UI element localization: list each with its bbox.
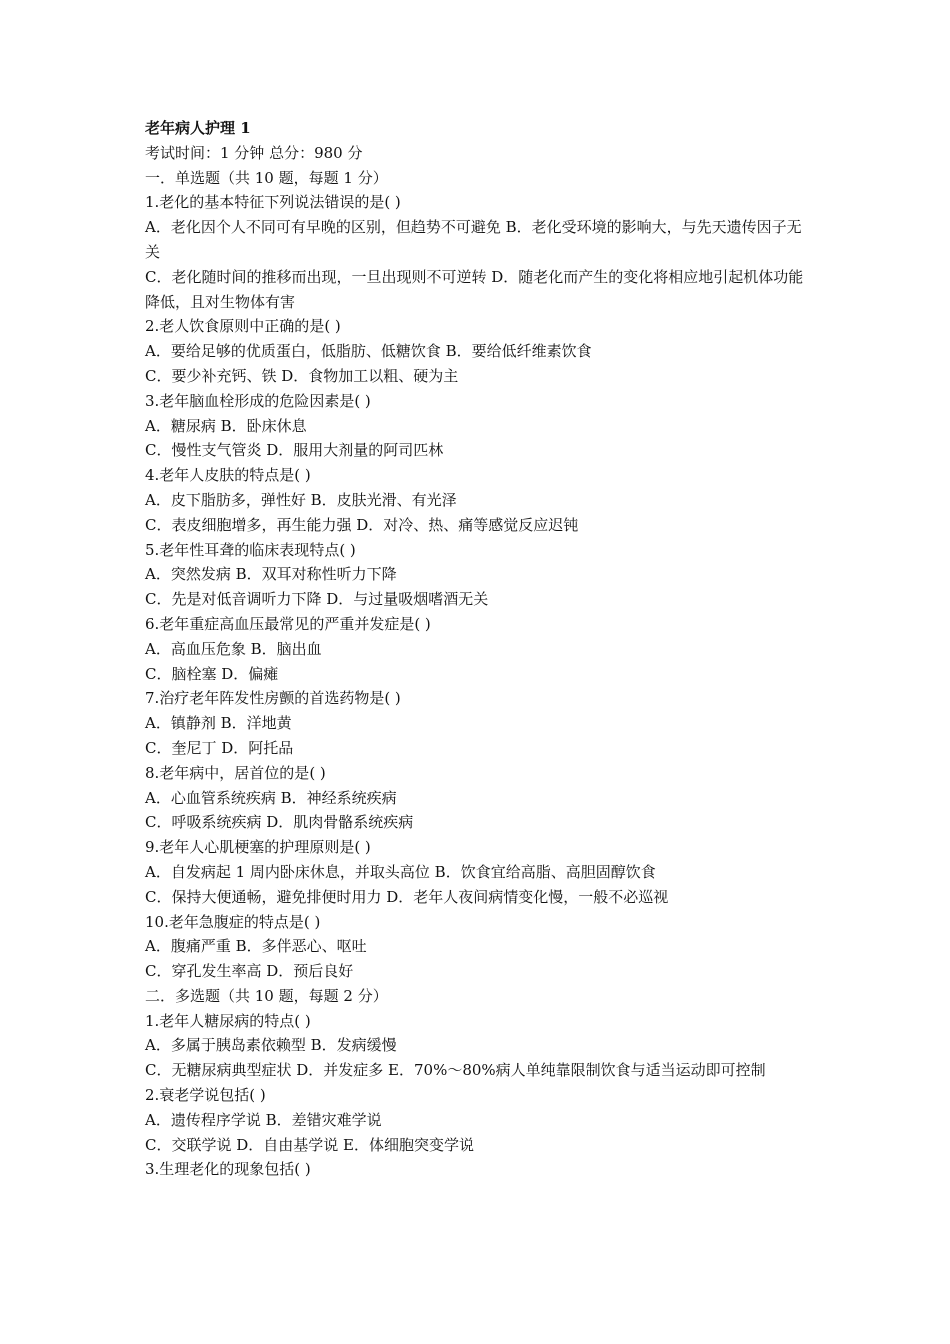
answer-options: A．糖尿病 B．卧床休息: [145, 416, 307, 435]
question-item: [145, 538, 813, 612]
question-stem: 1.老化的基本特征下列说法错误的是( ): [145, 193, 401, 212]
answer-options: A．遗传程序学说 B．差错灾难学说: [145, 1110, 382, 1129]
question-stem: 10.老年急腹症的特点是( ): [145, 912, 321, 931]
answer-options: A．心血管系统疾病 B．神经系统疾病: [145, 788, 397, 807]
answer-options: A．多属于胰岛素依赖型 B．发病缓慢: [145, 1036, 397, 1055]
question-item: [145, 190, 813, 314]
answer-options: C．表皮细胞增多，再生能力强 D．对冷、热、痛等感觉反应迟钝: [145, 515, 579, 534]
answer-options: A．腹痛严重 B．多伴恶心、呕吐: [145, 937, 367, 956]
question-item: [145, 463, 813, 537]
answer-options: C．交联学说 D．自由基学说 E．体细胞突变学说: [145, 1135, 474, 1154]
question-item: [145, 314, 813, 388]
answer-options: A．镇静剂 B．洋地黄: [145, 714, 292, 733]
answer-options: C．奎尼丁 D．阿托品: [145, 738, 294, 757]
document-body: [145, 116, 813, 1182]
document-title: 老年病人护理 1: [145, 119, 251, 137]
answer-options: C．呼吸系统疾病 D．肌肉骨骼系统疾病: [145, 813, 414, 832]
answer-options: C．老化随时间的推移而出现，一旦出现则不可逆转 D．随老化而产生的变化将相应地引起机体功能降低，且对生物体有害: [145, 267, 804, 311]
question-sections: [145, 166, 813, 1183]
answer-options: A．要给足够的优质蛋白，低脂肪、低糖饮食 B．要给低纤维素饮食: [145, 342, 592, 361]
question-stem: 8.老年病中，居首位的是( ): [145, 763, 326, 782]
question-stem: 7.治疗老年阵发性房颤的首选药物是( ): [145, 689, 401, 708]
question-item: [145, 389, 813, 463]
question-item: [145, 612, 813, 686]
question-stem: 1.老年人糖尿病的特点( ): [145, 1011, 311, 1030]
section-heading: 二．多选题（共 10 题，每题 2 分）: [145, 986, 388, 1005]
answer-options: C．要少补充钙、铁 D．食物加工以粗、硬为主: [145, 366, 459, 385]
answer-options: C．穿孔发生率高 D．预后良好: [145, 962, 354, 981]
answer-options: C．脑栓塞 D．偏瘫: [145, 664, 279, 683]
question-item: [145, 910, 813, 984]
question-stem: 2.老人饮食原则中正确的是( ): [145, 317, 341, 336]
question-stem: 3.老年脑血栓形成的危险因素是( ): [145, 391, 371, 410]
question-stem: 3.生理老化的现象包括( ): [145, 1160, 311, 1179]
question-stem: 2.衰老学说包括( ): [145, 1086, 266, 1105]
question-stem: 6.老年重症高血压最常见的严重并发症是( ): [145, 614, 431, 633]
answer-options: A．老化因个人不同可有早晚的区别，但趋势不可避免 B．老化受环境的影响大，与先天遗传因子无关: [145, 218, 802, 261]
question-item: [145, 761, 813, 835]
question-item: [145, 835, 813, 909]
question-stem: 5.老年性耳聋的临床表现特点( ): [145, 540, 356, 559]
answer-options: A．皮下脂肪多，弹性好 B．皮肤光滑、有光泽: [145, 490, 457, 509]
answer-options: C．无糖尿病典型症状 D．并发症多 E．70%～80%病人单纯靠限制饮食与适当运动即可控制: [145, 1061, 766, 1080]
question-stem: 9.老年人心肌梗塞的护理原则是( ): [145, 838, 371, 857]
answer-options: A．突然发病 B．双耳对称性听力下降: [145, 565, 397, 584]
question-item: [145, 1157, 813, 1182]
exam-info: 考试时间：1 分钟 总分：980 分: [145, 143, 363, 162]
answer-options: C．先是对低音调听力下降 D．与过量吸烟嗜酒无关: [145, 590, 489, 609]
answer-options: C．慢性支气管炎 D．服用大剂量的阿司匹林: [145, 441, 444, 460]
question-stem: 4.老年人皮肤的特点是( ): [145, 466, 311, 485]
answer-options: C．保持大便通畅，避免排便时用力 D．老年人夜间病情变化慢，一般不必巡视: [145, 887, 669, 906]
question-section: [145, 166, 813, 984]
question-item: [145, 1009, 813, 1083]
answer-options: A．高血压危象 B．脑出血: [145, 639, 322, 658]
question-item: [145, 1083, 813, 1157]
question-item: [145, 686, 813, 760]
question-section: [145, 984, 813, 1182]
answer-options: A．自发病起 1 周内卧床休息，并取头高位 B．饮食宜给高脂、高胆固醇饮食: [145, 862, 656, 881]
section-heading: 一．单选题（共 10 题，每题 1 分）: [145, 168, 388, 187]
